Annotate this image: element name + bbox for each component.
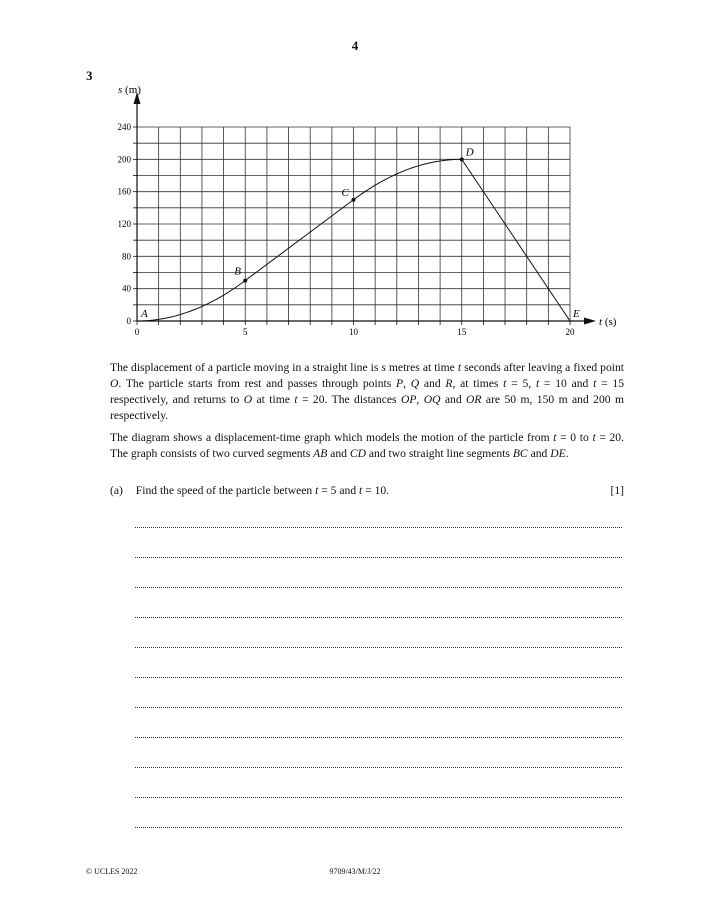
y-tick-label: 200 xyxy=(117,154,131,165)
answer-line[interactable] xyxy=(135,617,622,618)
answer-line[interactable] xyxy=(135,707,622,708)
answer-line[interactable] xyxy=(135,677,622,678)
point-label-A: A xyxy=(141,308,148,320)
y-axis-label: s (m) xyxy=(118,84,141,96)
question-paragraph-2: The diagram shows a displacement-time graph which models the motion of the particle from t = 0 to t = 20. The graph consists of two curved segments AB and CD and two straight line segments BC and DE. xyxy=(110,431,625,460)
y-tick-label: 240 xyxy=(117,122,131,132)
question-paragraph-1: The displacement of a particle moving in a straight line is s metres at time t seconds after leaving a fixed point O. The particle starts from rest and passes through points P, Q and R, at times t = 5, t = 10 and t = 15 respectively, and returns to O at time t = 20. The distances OP, OQ and OR are 50 m, 150 m and 200 m respectively. xyxy=(110,361,624,422)
point-C xyxy=(352,198,356,202)
y-tick-label: 120 xyxy=(117,219,131,229)
part-a-marks: [1] xyxy=(610,484,624,497)
part-a-question: Find the speed of the particle between t = 5 and t = 10. xyxy=(135,484,390,497)
question-number: 3 xyxy=(86,68,93,83)
answer-line[interactable] xyxy=(135,587,622,588)
answer-line[interactable] xyxy=(135,737,622,738)
answer-line[interactable] xyxy=(135,827,622,828)
y-tick-label: 0 xyxy=(126,316,131,326)
x-tick-label: 10 xyxy=(349,327,358,337)
x-axis-arrow-icon xyxy=(584,318,596,325)
y-tick-label: 80 xyxy=(122,251,131,262)
x-tick-label: 5 xyxy=(243,327,248,337)
point-label-C: C xyxy=(341,186,349,199)
point-label-D: D xyxy=(465,146,474,159)
point-label-B: B xyxy=(234,265,241,278)
x-axis-label: t (s) xyxy=(599,316,617,328)
part-a-label: (a) xyxy=(110,484,123,497)
page-number: 4 xyxy=(351,38,359,53)
point-label-E: E xyxy=(573,308,580,320)
x-tick-label: 0 xyxy=(134,327,140,337)
y-tick-label: 40 xyxy=(122,283,131,294)
part-a xyxy=(110,484,624,497)
y-tick-label: 160 xyxy=(117,186,131,197)
footer-copyright: © UCLES 2022 xyxy=(86,867,138,876)
footer-paper-code: 9709/43/M/J/22 xyxy=(329,867,381,876)
answer-line[interactable] xyxy=(135,527,622,528)
displacement-time-graph xyxy=(0,0,710,350)
point-B xyxy=(243,279,247,283)
answer-line[interactable] xyxy=(135,647,622,648)
x-tick-label: 20 xyxy=(565,327,575,337)
x-tick-label: 15 xyxy=(457,327,467,337)
point-D xyxy=(460,157,464,161)
answer-line[interactable] xyxy=(135,797,622,798)
answer-line[interactable] xyxy=(135,767,622,768)
answer-line[interactable] xyxy=(135,557,622,558)
